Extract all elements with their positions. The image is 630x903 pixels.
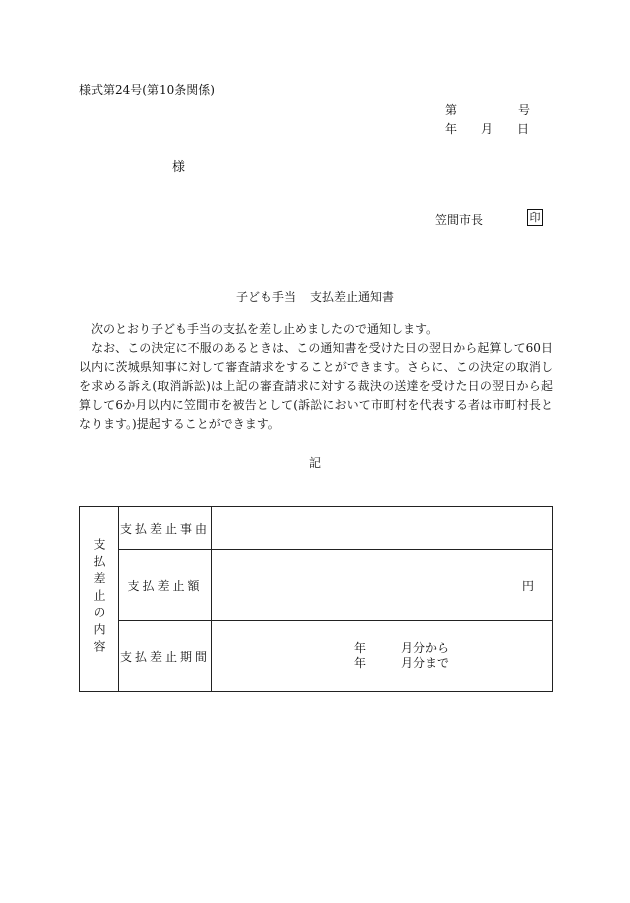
seal-mark: 印 (527, 209, 543, 226)
document-number-prefix: 第 (445, 103, 458, 117)
form-number-label: 様式第24号(第10条関係) (79, 83, 215, 97)
date-day-label: 日 (517, 122, 530, 136)
title-part-2: 支払差止通知書 (310, 290, 395, 304)
reason-value-field[interactable] (212, 507, 553, 550)
table-row-amount (80, 550, 553, 621)
date-month-label: 月 (481, 122, 494, 136)
document-title (0, 288, 630, 305)
period-to-year: 年 (354, 656, 367, 670)
period-lines (354, 641, 449, 671)
table-row-period (80, 621, 553, 692)
suspension-detail-table (79, 506, 553, 692)
amount-value-field[interactable] (212, 550, 553, 621)
side-header-cell (80, 507, 119, 692)
period-to-text: 月分まで (401, 656, 450, 670)
yen-unit: 円 (521, 579, 534, 593)
reason-label: 支払差止事由 (119, 507, 212, 550)
period-from-year: 年 (354, 641, 367, 655)
date-year-label: 年 (445, 122, 458, 136)
notice-body (79, 320, 553, 434)
notice-paragraph-2: なお、この決定に不服のあるときは、この通知書を受けた日の翌日から起算して60日以内に茨城県知事に対して審査請求をすることができます。さらに、この決定の取消しを求める訴え(取消訴訟)は上記の審査請求に対する裁決の送達を受けた日の翌日から起算して6か月以内に笠間市を被告として(訴訟において市町村を代表する者は市町村長となります。)提起することができます。 (79, 341, 553, 431)
issuer-name: 笠間市長 (435, 213, 484, 227)
side-header-label: 支払差止の内容 (92, 538, 106, 657)
amount-label: 支払差止額 (119, 550, 212, 621)
period-to-line (354, 656, 449, 671)
period-label: 支払差止期間 (119, 621, 212, 692)
addressee-honorific: 様 (172, 160, 186, 175)
period-from-text: 月分から (401, 641, 450, 655)
title-part-1: 子ども手当 (235, 290, 296, 304)
table-row-reason (80, 507, 553, 550)
ki-heading: 記 (308, 456, 321, 470)
period-value-field[interactable] (212, 621, 553, 692)
notice-paragraph-1: 次のとおり子ども手当の支払を差し止めましたので通知します。 (91, 322, 439, 336)
document-number-suffix: 号 (518, 103, 531, 117)
period-from-line (354, 641, 449, 656)
